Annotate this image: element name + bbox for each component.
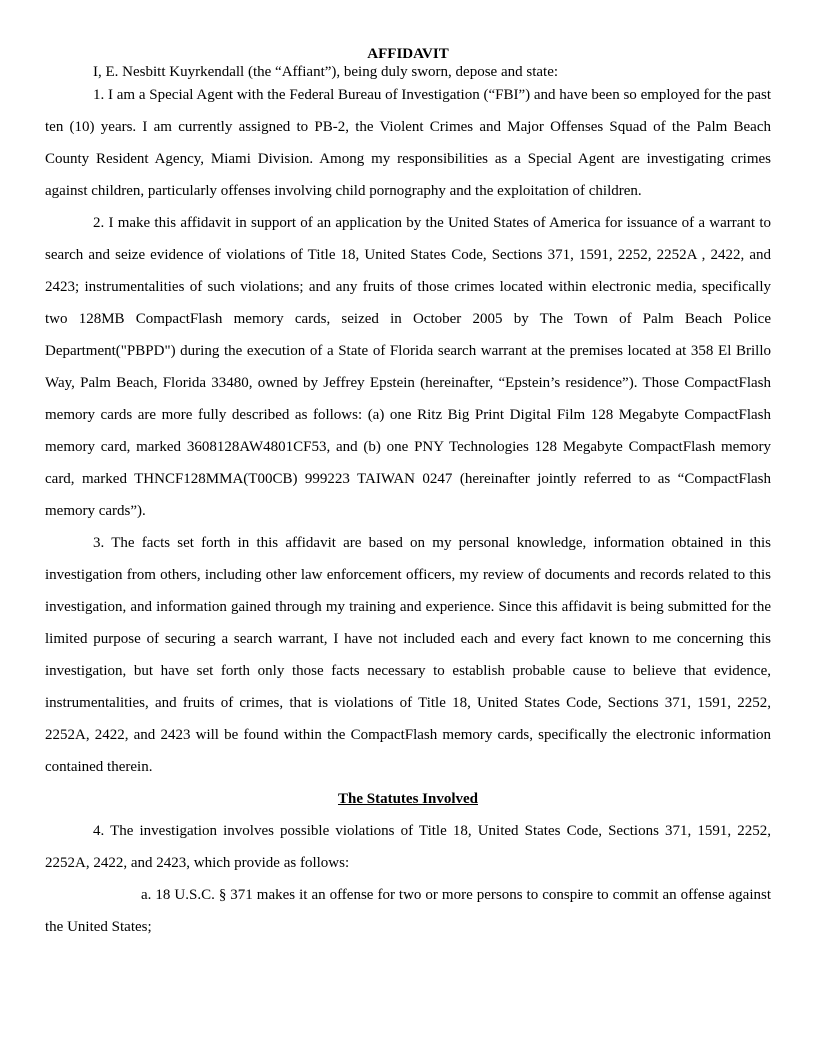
- section-heading-statutes: The Statutes Involved: [337, 791, 479, 807]
- paragraph-1: 1. I am a Special Agent with the Federal Bureau of Investigation (“FBI”) and have been so employed for the past ten (10) years. I am currently assigned to PB-2, the Violent Crimes and Major Offenses Squad of the Palm Beach County Resident Agency, Miami Division. Among my responsibilities as a Special Agent are investigating crimes against children, particularly offenses involving child pornography and the exploitation of children.: [45, 87, 771, 199]
- paragraph-2: 2. I make this affidavit in support of an application by the United States of America for issuance of a warrant to search and seize evidence of violations of Title 18, United States Code, Sections 371, 1591, 2252, 2252A , 2422, and 2423; instrumentalities of such violations; and any fruits of those crimes located within electronic media, specifically two 128MB CompactFlash memory cards, seized in October 2005 by The Town of Palm Beach Police Department("PBPD") during the execution of a State of Florida search warrant at the premises located at 358 El Brillo Way, Palm Beach, Florida 33480, owned by Jeffrey Epstein (hereinafter, “Epstein’s residence”). Those CompactFlash memory cards are more fully described as follows: (a) one Ritz Big Print Digital Film 128 Megabyte CompactFlash memory card, marked 3608128AW4801CF53, and (b) one PNY Technologies 128 Megabyte CompactFlash memory card, marked THNCF128MMA(T00CB) 999223 TAIWAN 0247 (hereinafter jointly referred to as “CompactFlash memory cards”).: [45, 215, 771, 519]
- subparagraph-a: a. 18 U.S.C. § 371 makes it an offense for two or more persons to conspire to commit an offense against the United States;: [45, 887, 771, 935]
- paragraph-4: 4. The investigation involves possible violations of Title 18, United States Code, Sections 371, 1591, 2252, 2252A, 2422, and 2423, which provide as follows:: [45, 823, 771, 871]
- document-page: [45, 45, 771, 943]
- paragraph-3: 3. The facts set forth in this affidavit are based on my personal knowledge, information obtained in this investigation from others, including other law enforcement officers, my review of documents and records related to this investigation, and information gained through my training and experience. Since this affidavit is being submitted for the limited purpose of securing a search warrant, I have not included each and every fact known to me concerning this investigation, but have set forth only those facts necessary to establish probable cause to believe that evidence, instrumentalities, and fruits of crimes, that is violations of Title 18, United States Code, Sections 371, 1591, 2252, 2252A, 2422, and 2423 will be found within the CompactFlash memory cards, specifically the electronic information contained therein.: [45, 535, 771, 775]
- document-title: AFFIDAVIT: [367, 46, 449, 62]
- intro-statement: I, E. Nesbitt Kuyrkendall (the “Affiant”), being duly sworn, depose and state:: [93, 64, 559, 80]
